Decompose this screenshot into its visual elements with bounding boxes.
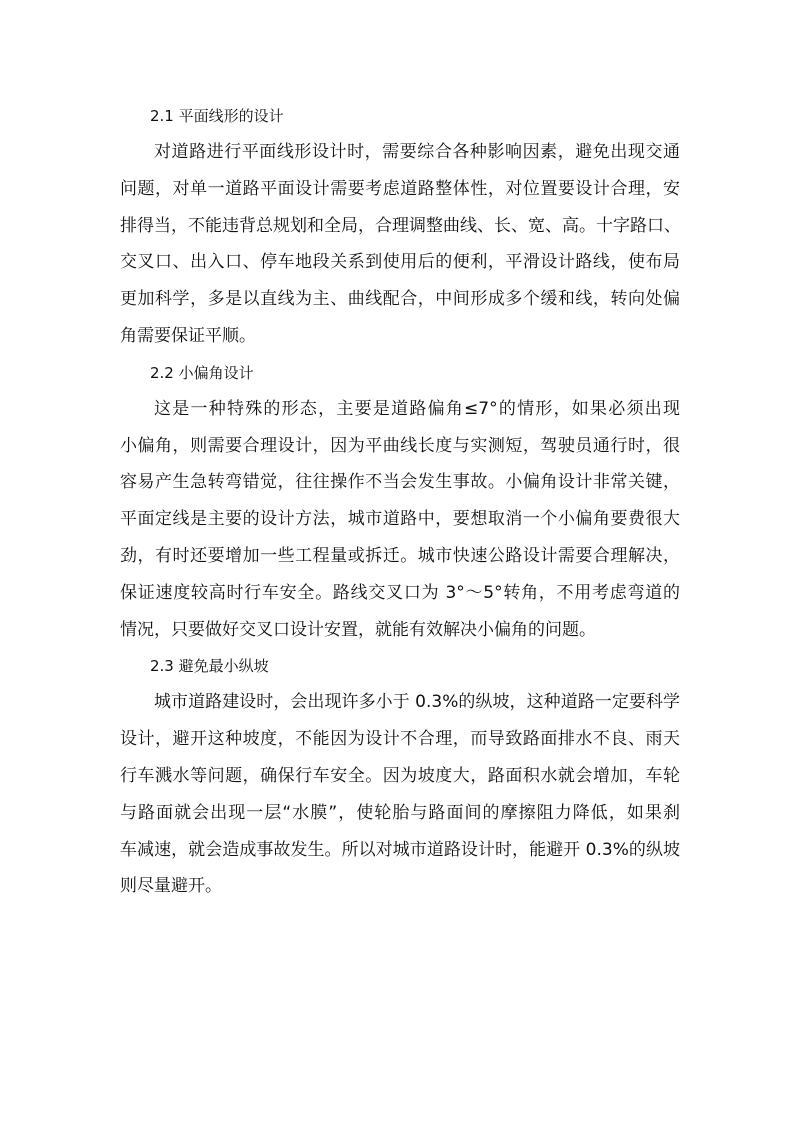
paragraph-line: 小偏角，则需要合理设计，因为平曲线长度与实测短，驾驶员通行时，很 [120,435,680,456]
paragraph-line: 车减速，就会造成事故发生。所以对城市道路设计时，能避开 0.3%的纵坡 [120,839,680,860]
paragraph-line: 容易产生急转弯错觉，往往操作不当会发生事故。小偏角设计非常关键， [120,472,680,493]
section-paragraph-2-3 [120,684,680,905]
section-heading-2-2: 2.2 小偏角设计 [150,363,254,382]
paragraph-line: 平面定线是主要的设计方法，城市道路中，要想取消一个小偏角要费很大 [120,509,680,530]
section-heading-2-3: 2.3 避免最小纵坡 [150,657,269,676]
paragraph-line: 交叉口、出入口、停车地段关系到使用后的便利，平滑设计路线，使布局 [120,252,680,273]
paragraph-line: 则尽量避开。 [120,876,222,897]
section-paragraph-2-2 [120,391,680,649]
paragraph-line: 行车溅水等问题，确保行车安全。因为坡度大，路面积水就会增加，车轮 [120,765,680,786]
section-heading-2-1: 2.1 平面线形的设计 [150,107,284,125]
paragraph-line: 劲，有时还要增加一些工程量或拆迁。城市快速公路设计需要合理解决， [120,545,680,566]
paragraph-line: 更加科学，多是以直线为主、曲线配合，中间形成多个缓和线，转向处偏 [120,289,680,310]
paragraph-line: 保证速度较高时行车安全。路线交叉口为 3°～5°转角，不用考虑弯道的 [120,582,680,603]
paragraph-line: 角需要保证平顺。 [120,325,256,346]
paragraph-line: 对道路进行平面线形设计时，需要综合各种影响因素，避免出现交通 [154,142,680,162]
paragraph-line: 问题，对单一道路平面设计需要考虑道路整体性，对位置要设计合理，安 [120,178,680,199]
paragraph-line: 情况，只要做好交叉口设计安置，就能有效解决小偏角的问题。 [120,619,596,640]
section-paragraph-2-1 [120,134,680,355]
paragraph-line: 与路面就会出现一层“水膜”，使轮胎与路面间的摩擦阻力降低，如果刹 [120,802,680,823]
paragraph-line: 排得当，不能违背总规划和全局，合理调整曲线、长、宽、高。十字路口、 [120,215,681,236]
document-body [120,98,680,905]
paragraph-line: 设计，避开这种坡度，不能因为设计不合理，而导致路面排水不良、雨天 [120,729,680,750]
paragraph-line: 城市道路建设时，会出现许多小于 0.3%的纵坡，这种道路一定要科学 [154,692,680,713]
paragraph-line: 这是一种特殊的形态，主要是道路偏角≤7°的情形，如果必须出现 [154,398,680,419]
